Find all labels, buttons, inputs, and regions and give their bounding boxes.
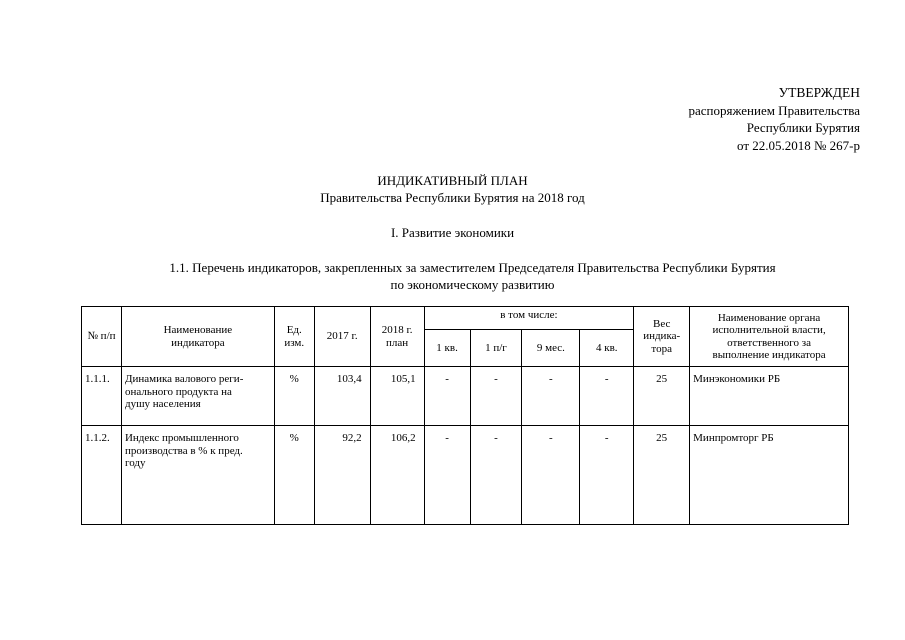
header-org-line-4: выполнение индикатора <box>712 349 826 361</box>
header-9m: 9 мес. <box>522 330 580 367</box>
header-name-line-1: Наименование <box>163 324 233 336</box>
cell-h1: - <box>470 426 522 525</box>
title-line-1: ИНДИКАТИВНЫЙ ПЛАН <box>377 173 528 188</box>
document-title <box>0 172 905 206</box>
cell-org: Минпромторг РБ <box>690 426 849 525</box>
approval-line-1: распоряжением Правительства <box>688 102 860 118</box>
header-weight-line-2: индика- <box>643 330 681 343</box>
cell-num: 1.1.1. <box>82 367 122 426</box>
header-org-line-1: Наименование органа <box>717 311 821 324</box>
table-row <box>82 367 849 426</box>
header-org <box>690 307 849 367</box>
header-unit-line-1: Ед. <box>286 324 302 336</box>
cell-name-line-2: производства в % к пред. <box>124 444 243 457</box>
cell-name-line-1: Индекс промышленного <box>124 432 239 444</box>
cell-weight: 25 <box>634 426 690 525</box>
cell-name-line-2: онального продукта на <box>124 385 232 398</box>
approval-line-2: Республики Бурятия <box>746 120 860 135</box>
cell-q4: - <box>580 367 634 426</box>
header-including: в том числе: <box>424 307 634 330</box>
header-q1: 1 кв. <box>424 330 470 367</box>
cell-q1: - <box>424 367 470 426</box>
header-name-line-2: индикатора <box>171 336 225 349</box>
approval-line-3: от 22.05.2018 № 267-р <box>737 137 860 153</box>
cell-9m: - <box>522 426 580 525</box>
header-unit-line-2: изм. <box>284 336 305 349</box>
table-header-row <box>82 307 849 330</box>
approval-heading: УТВЕРЖДЕН <box>778 85 860 100</box>
approval-block <box>688 84 860 154</box>
header-2018-line-1: 2018 г. <box>381 324 413 336</box>
header-weight <box>634 307 690 367</box>
header-unit <box>274 307 314 367</box>
cell-unit: % <box>274 426 314 525</box>
indicators-table <box>81 306 849 525</box>
cell-org: Минэкономики РБ <box>690 367 849 426</box>
subsection-line-2: по экономическому развитию <box>390 277 555 292</box>
subsection-line-1: 1.1. Перечень индикаторов, закрепленных за заместителем Председателя Правительства Республики Бурятия <box>169 260 776 275</box>
cell-2017: 103,4 <box>314 367 370 426</box>
cell-2017: 92,2 <box>314 426 370 525</box>
table-row <box>82 426 849 525</box>
header-org-line-2: исполнительной власти, <box>712 324 826 336</box>
cell-2018: 105,1 <box>370 367 424 426</box>
header-h1: 1 п/г <box>470 330 522 367</box>
subsection-heading <box>20 259 905 293</box>
header-num: № п/п <box>82 307 122 367</box>
header-2018 <box>370 307 424 367</box>
header-2017: 2017 г. <box>314 307 370 367</box>
cell-name-line-3: душу населения <box>124 398 201 410</box>
header-name <box>121 307 274 367</box>
cell-h1: - <box>470 367 522 426</box>
cell-2018: 106,2 <box>370 426 424 525</box>
cell-name <box>121 426 274 525</box>
header-q4: 4 кв. <box>580 330 634 367</box>
section-heading: I. Развитие экономики <box>390 225 515 240</box>
cell-name <box>121 367 274 426</box>
title-line-2: Правительства Республики Бурятия на 2018 год <box>320 190 585 205</box>
cell-weight: 25 <box>634 367 690 426</box>
header-org-line-3: ответственного за <box>727 336 811 349</box>
cell-num: 1.1.2. <box>82 426 122 525</box>
cell-q1: - <box>424 426 470 525</box>
cell-unit: % <box>274 367 314 426</box>
header-2018-line-2: план <box>386 336 409 349</box>
cell-name-line-1: Динамика валового реги- <box>124 373 244 385</box>
cell-9m: - <box>522 367 580 426</box>
cell-q4: - <box>580 426 634 525</box>
cell-name-line-3: году <box>124 457 146 469</box>
header-weight-line-3: тора <box>651 342 672 355</box>
header-weight-line-1: Вес <box>652 317 671 330</box>
